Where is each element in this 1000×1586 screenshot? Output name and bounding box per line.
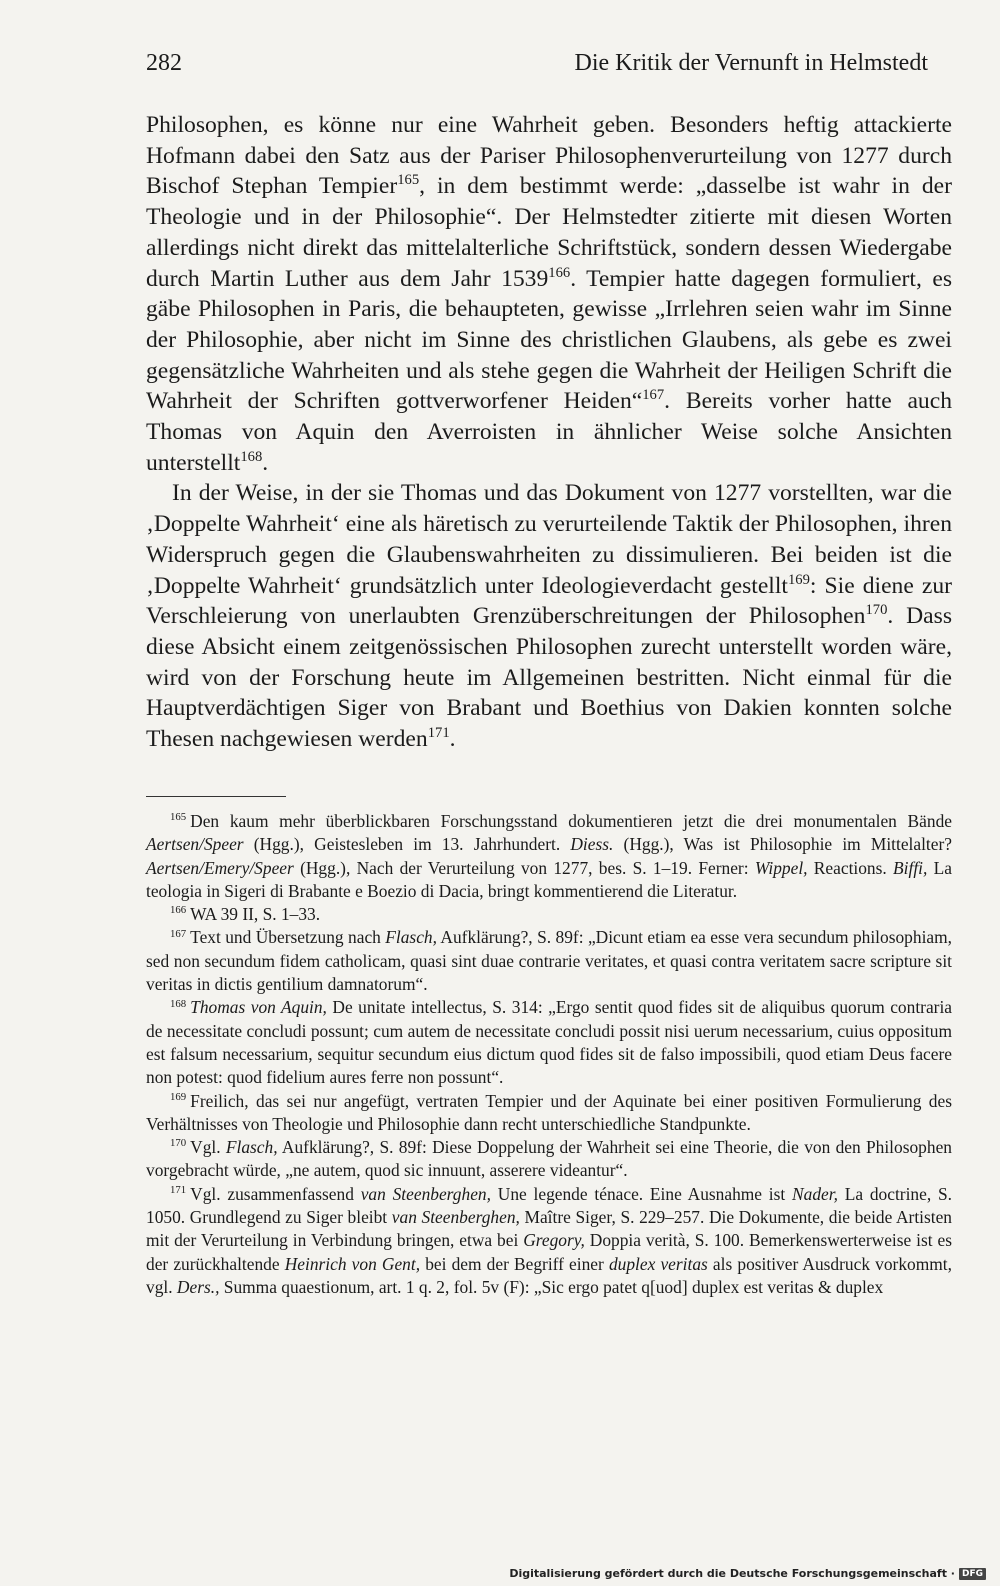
footnote-171 [146, 1183, 952, 1299]
footnote-text: Aufklärung?, S. 89f: „Dicunt etiam ea esse vera secundum philosophiam, sed non secundum fidem catholicam, quasi sint duae contrarie veritates, et quasi contra veritatem sacre scripture sit veritas in dictis gentilium damnatorum“. [146, 927, 952, 995]
footnote-number: 167 [170, 927, 187, 940]
paragraph-1 [146, 110, 952, 478]
footnote-number: 166 [170, 904, 187, 917]
footnote-text: Aufklärung?, S. 89f: Diese Doppelung der Wahrheit sei eine Theorie, die von den Philosophen vorgebracht würde, „ne autem, quod sic innuunt, asserere videantur“. [146, 1137, 952, 1181]
author-name: Nader, [792, 1183, 838, 1204]
footnote-text: De unitate intellectus, S. 314: „Ergo sentit quod fides sit de aliquibus quorum contraria de necessitate concludi possunt; cum autem de necessitate concludi possit nisi uerum necessarium, cuius oppositum est falsum necessarium, sequitur secundum eius dictum quod fides sit de falso impossibili, quod etiam Deus facere non potest: quod fidelium aures ferre non possunt“. [146, 997, 953, 1088]
text-segment: In der Weise, in der sie Thomas und das Dokument von 1277 vorstellten, war die ‚Doppelte Wahrheit‘ eine als häretisch zu verurteilende Taktik der Philosophen, ihren Widerspruch gegen die Glaubenswahrheiten zu dissimulieren. Bei beiden ist die ‚Doppelte Wahrheit‘ grundsätzlich unter Ideologieverdacht gestellt [146, 480, 952, 599]
footnote-number: 170 [170, 1137, 187, 1150]
author-name: Thomas von Aquin, [190, 997, 327, 1018]
footnote-text: Vgl. [190, 1137, 226, 1158]
footnote-ref-166[interactable]: 166 [548, 264, 571, 281]
footnote-165 [146, 810, 952, 903]
footnote-text: Freilich, das sei nur angefügt, vertraten Tempier und der Aquinate bei einer positiven Formulierung des Verhältnisses von Theologie und Philosophie dann recht unterschiedliche Standpunkte. [146, 1090, 952, 1134]
footnote-170 [146, 1136, 952, 1183]
text-segment: . Bereits vorher hatte auch Thomas von Aquin den Averroisten in ähnlicher Weise solche Ansichten unterstellt [146, 388, 952, 476]
footnote-text: Summa quaestionum, art. 1 q. 2, fol. 5v (F): „Sic ergo patet q[uod] duplex est veritas & duplex [219, 1276, 884, 1297]
footnote-166 [146, 903, 952, 926]
footnote-167 [146, 926, 952, 996]
footnote-text: Doppia verità, S. 100. Bemerkenswerterweise ist es der zurückhaltende [146, 1230, 952, 1274]
footnote-text: Text und Übersetzung nach [190, 927, 386, 948]
text-segment: . Tempier hatte dagegen formuliert, es gäbe Philosophen in Paris, die behaupteten, gewisse „Irrlehren seien wahr im Sinne der Philosophie, aber nicht im Sinne des christlichen Glaubens, als gebe es zwei gegensätzliche Wahrheiten und als stehe gegen die Wahrheit der Heiligen Schrift die Wahrheit der Schriften gottverworfener Heiden“ [146, 265, 952, 415]
footnote-text: Reactions. [807, 857, 894, 878]
footnote-ref-171[interactable]: 171 [427, 725, 450, 742]
main-text [146, 110, 952, 755]
footnote-168 [146, 996, 952, 1089]
footnote-text: La doctrine, S. 1050. Grundlegend zu Siger bleibt [146, 1183, 953, 1228]
footnote-text: (Hgg.), Was ist Philosophie im Mittelalter? [613, 834, 952, 855]
text-segment: . Dass diese Absicht einem zeitgenössischen Philosophen zurecht unterstellt worden wäre, wird von der Forschung heute im Allgemeinen bestritten. Nicht einmal für die Hauptverdächtigen Siger von Brabant und Boethius von Dakien konnten solche Thesen nachgewiesen werden [146, 603, 953, 753]
author-name: Flasch, [225, 1137, 278, 1158]
author-name: Biffi, [893, 857, 928, 878]
footnote-ref-167[interactable]: 167 [642, 387, 665, 404]
latin-term: duplex veritas [608, 1253, 708, 1274]
author-name: Wippel, [754, 857, 808, 878]
funding-note: Digitalisierung gefördert durch die Deutsche Forschungsgemeinschaft · [509, 1567, 955, 1580]
author-name: Diess. [570, 834, 614, 855]
running-title: Die Kritik der Vernunft in Helmstedt [574, 50, 928, 76]
footnotes [146, 810, 952, 1299]
footnote-ref-165[interactable]: 165 [397, 172, 420, 189]
footnote-text: (Hgg.), Geistesleben im 13. Jahrhundert. [243, 834, 571, 855]
footnote-text: bei dem der Begriff einer [420, 1253, 609, 1274]
footnote-separator [146, 796, 286, 797]
footnote-ref-170[interactable]: 170 [865, 602, 888, 619]
footnote-text: WA 39 II, S. 1–33. [190, 904, 321, 925]
footnote-number: 168 [170, 997, 187, 1010]
footnote-number: 171 [170, 1183, 187, 1196]
author-name: Heinrich von Gent, [284, 1253, 421, 1274]
footnote-169 [146, 1090, 952, 1137]
page-number: 282 [146, 50, 182, 76]
footnote-text: als positiver Ausdruck vorkommt, vgl. [146, 1253, 952, 1297]
author-name: van Steenberghen, [391, 1207, 520, 1228]
author-name: van Steenberghen, [360, 1183, 491, 1204]
footnote-text: Maître Siger, S. 229–257. Die Dokumente, die beide Artisten mit der Verurteilung in Verbindung bringen, etwa bei [146, 1207, 953, 1251]
text-segment: : Sie diene zur Verschleierung von unerlaubten Grenzüberschreitungen der Philosophen [146, 572, 952, 630]
author-name: Aertsen/Emery/Speer [146, 857, 294, 878]
author-name: Gregory, [523, 1230, 585, 1251]
text-segment: , in dem bestimmt werde: „dasselbe ist wahr in der Theologie und in der Philosophie“. Der Helmstedter zitierte mit diesen Worten allerdings nicht direkt das mittelalterliche Schriftstück, sondern dessen Wiedergabe durch Martin Luther aus dem Jahr 1539 [146, 173, 952, 292]
dfg-logo: DFG [959, 1568, 986, 1580]
paragraph-2 [146, 478, 952, 754]
author-name: Flasch, [385, 927, 437, 948]
text-segment: . [449, 726, 456, 753]
author-name: Ders., [176, 1276, 220, 1297]
footnote-ref-168[interactable]: 168 [240, 448, 263, 465]
footnote-number: 165 [170, 811, 187, 824]
text-segment: Philosophen, es könne nur eine Wahrheit geben. Besonders heftig attackierte Hofmann dabei den Satz aus der Pariser Philosophenverurteilung von 1277 durch Bischof Stephan Tempier [146, 112, 952, 200]
footnote-text: La teologia in Sigeri di Brabante e Boezio di Dacia, bringt kommentierend die Literatur. [146, 857, 952, 901]
author-name: Aertsen/Speer [146, 834, 244, 855]
footnote-ref-169[interactable]: 169 [787, 571, 810, 588]
page-header [146, 50, 952, 84]
footnote-text: Une legende ténace. Eine Ausnahme ist [490, 1183, 793, 1204]
footnote-number: 169 [170, 1090, 187, 1103]
digitization-footer [509, 1567, 986, 1580]
footnote-text: (Hgg.), Nach der Verurteilung von 1277, bes. S. 1–19. Ferner: [293, 857, 755, 878]
text-segment: . [262, 449, 269, 476]
footnote-text: Vgl. zusammenfassend [190, 1183, 361, 1204]
footnote-text: Den kaum mehr überblickbaren Forschungsstand dokumentieren jetzt die drei monumentalen Bände [190, 811, 952, 831]
